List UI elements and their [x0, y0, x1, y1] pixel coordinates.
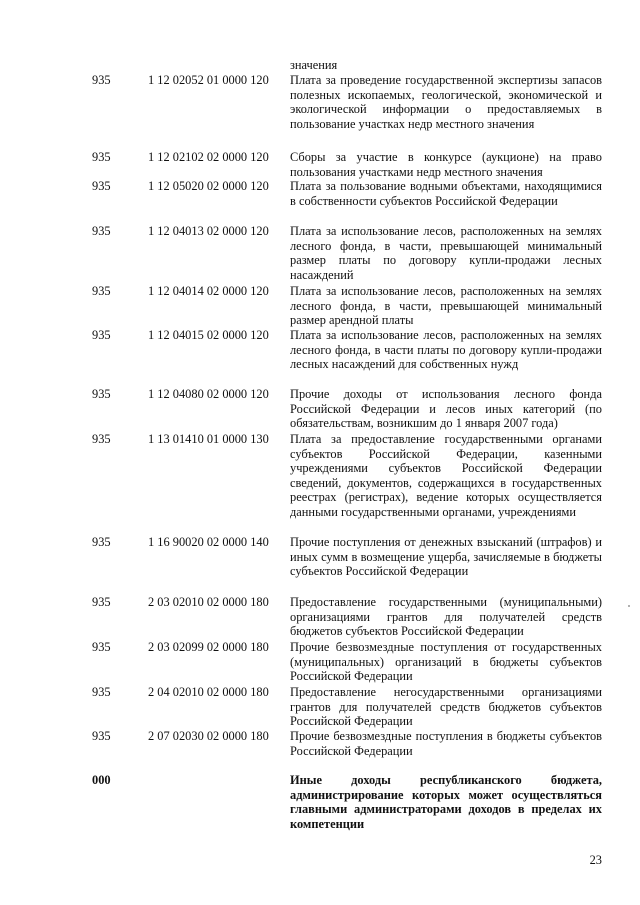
- income-description: Прочие безвозмездные поступления от государственных (муниципальных) организаций в бюджеты субъектов Российской Федерации: [290, 640, 602, 684]
- admin-code: 935: [92, 224, 111, 238]
- income-description: Плата за использование лесов, расположенных на землях лесного фонда, в части, превышающей минимальный размер арендной платы: [290, 284, 602, 328]
- budget-classification-code: 1 12 05020 02 0000 120: [148, 179, 269, 193]
- admin-code: 935: [92, 150, 111, 164]
- budget-classification-code: 2 04 02010 02 0000 180: [148, 685, 269, 699]
- budget-classification-code: 1 12 04013 02 0000 120: [148, 224, 269, 238]
- budget-classification-code: 1 13 01410 01 0000 130: [148, 432, 269, 446]
- income-description: Прочие безвозмездные поступления в бюджеты субъектов Российской Федерации: [290, 729, 602, 758]
- page-number: 23: [589, 853, 602, 867]
- income-description: Прочие поступления от денежных взысканий (штрафов) и иных сумм в возмещение ущерба, зачисляемые в бюджеты субъектов Российской Федерации: [290, 535, 602, 579]
- budget-classification-code: 2 07 02030 02 0000 180: [148, 729, 269, 743]
- admin-code: 935: [92, 432, 111, 446]
- scan-speck: [628, 605, 630, 607]
- income-description: Прочие доходы от использования лесного фонда Российской Федерации и лесов иных категорий (по обязательствам, возникшим до 1 января 2007 года): [290, 387, 602, 431]
- budget-classification-code: 1 12 04015 02 0000 120: [148, 328, 269, 342]
- budget-classification-code: 1 12 04014 02 0000 120: [148, 284, 269, 298]
- budget-classification-code: 1 12 04080 02 0000 120: [148, 387, 269, 401]
- income-description: Плата за проведение государственной экспертизы запасов полезных ископаемых, геологической, экономической и экологической информации о предоставляемых в пользование участках недр местного значения: [290, 73, 602, 131]
- budget-classification-code: 1 12 02052 01 0000 120: [148, 73, 269, 87]
- admin-code: 935: [92, 535, 111, 549]
- income-description: Сборы за участие в конкурсе (аукционе) на право пользования участками недр местного значения: [290, 150, 602, 179]
- section-description: Иные доходы республиканского бюджета, администрирование которых может осуществляться главными администраторами доходов в пределах их компетенции: [290, 773, 602, 831]
- admin-code: 935: [92, 387, 111, 401]
- budget-classification-code: 1 16 90020 02 0000 140: [148, 535, 269, 549]
- admin-code: 935: [92, 685, 111, 699]
- income-description: Предоставление негосударственными организациями грантов для получателей средств бюджетов субъектов Российской Федерации: [290, 685, 602, 729]
- admin-code: 935: [92, 73, 111, 87]
- income-description: Плата за пользование водными объектами, находящимися в собственности субъектов Российской Федерации: [290, 179, 602, 208]
- budget-classification-code: 1 12 02102 02 0000 120: [148, 150, 269, 164]
- admin-code: 935: [92, 284, 111, 298]
- admin-code: 935: [92, 729, 111, 743]
- admin-code: 935: [92, 328, 111, 342]
- income-description: Плата за использование лесов, расположенных на землях лесного фонда, в части, превышающей минимальный размер платы по договору купли-продажи лесных насаждений: [290, 224, 602, 282]
- admin-code: 000: [92, 773, 111, 787]
- admin-code: 935: [92, 595, 111, 609]
- admin-code: 935: [92, 640, 111, 654]
- continued-description: значения: [290, 58, 338, 72]
- budget-classification-code: 2 03 02010 02 0000 180: [148, 595, 269, 609]
- income-description: Плата за использование лесов, расположенных на землях лесного фонда, в части платы по договору купли-продажи лесных насаждений для собственных нужд: [290, 328, 602, 372]
- income-description: Предоставление государственными (муниципальными) организациями грантов для получателей средств бюджетов субъектов Российской Федерации: [290, 595, 602, 639]
- budget-classification-code: 2 03 02099 02 0000 180: [148, 640, 269, 654]
- admin-code: 935: [92, 179, 111, 193]
- income-description: Плата за предоставление государственными органами субъектов Российской Федерации, казенными учреждениями субъектов Российской Федерации сведений, документов, содержащихся в государственных реестрах (регистрах), ведение которых осуществляется данными государственными органами, учреждениями: [290, 432, 602, 519]
